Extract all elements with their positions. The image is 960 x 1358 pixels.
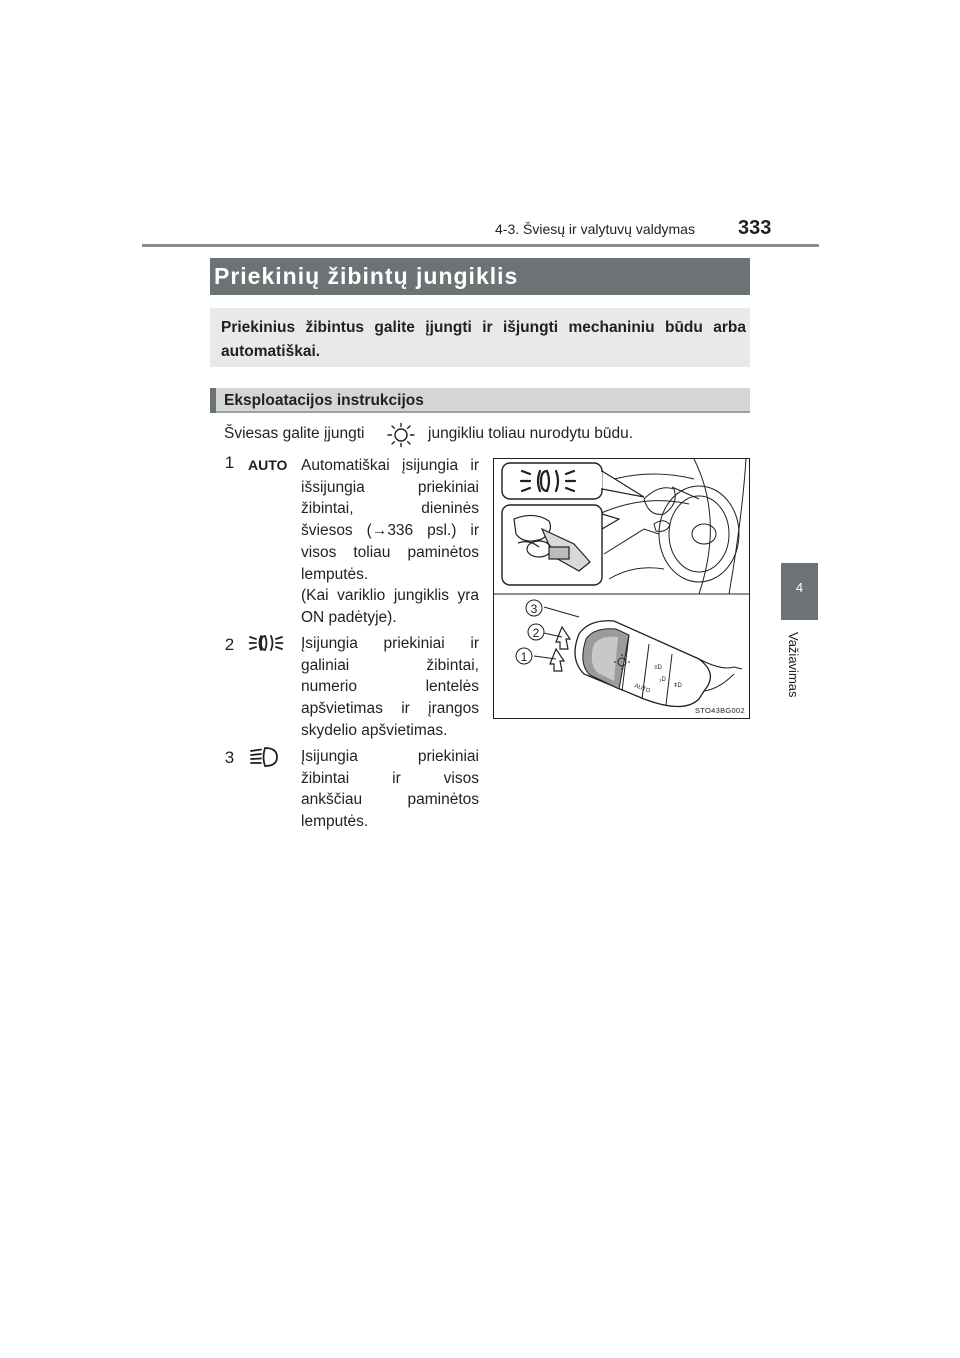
- svg-text:₃D: ₃D: [659, 677, 666, 683]
- subheading-accent: [210, 388, 216, 413]
- item-number-2: [220, 633, 239, 655]
- figure-code: STO43BG002: [695, 706, 745, 715]
- intro-text: Priekinius žibintus galite įjungti ir išjungti mechaniniu būdu arba automatiškai.: [221, 319, 746, 360]
- item-2-line: apšvietimas ir įrangos: [301, 700, 479, 718]
- figure-callout-1: 1: [520, 650, 528, 664]
- item-3-line: Įsijungia priekiniai: [301, 748, 479, 765]
- item-number-1: [220, 451, 239, 473]
- svg-text:ǂD: ǂD: [674, 683, 682, 689]
- item-1-description: [301, 455, 479, 629]
- item-number-1-text: 1: [224, 453, 235, 472]
- item-number-3: [220, 746, 239, 768]
- svg-text:≡D: ≡D: [654, 665, 662, 671]
- header-rule: [142, 244, 819, 247]
- item-number-3-text: 3: [224, 748, 235, 767]
- tail-light-icon: [248, 632, 284, 659]
- item-2-line: numerio lentelės: [301, 678, 479, 696]
- section-title: 4-3. Šviesų ir valytuvų valdymas: [495, 221, 695, 237]
- item-3-description: [301, 746, 479, 833]
- hand-switch-callout: [502, 505, 619, 585]
- item-1-line: šviesos (→336 psl.) ir: [301, 522, 479, 540]
- item-1-line: išsijungia priekiniai: [301, 478, 479, 496]
- figure-callouts: [516, 600, 544, 664]
- subheading: Eksploatacijos instrukcijos: [224, 392, 424, 409]
- item-2-line: skydelio apšvietimas.: [301, 721, 448, 739]
- stalk-illustration: [575, 621, 742, 707]
- figure-callout-2: 2: [532, 626, 540, 640]
- chapter-number: 4: [795, 580, 804, 595]
- page-number: 333: [738, 217, 772, 239]
- item-1-line: visos toliau paminėtos: [301, 543, 479, 561]
- light-switch-icon: [386, 422, 416, 453]
- auto-icon: AUTO: [248, 457, 288, 473]
- headlight-switch-figure: [493, 458, 750, 719]
- headlight-icon: [248, 746, 280, 773]
- item-2-description: [301, 633, 479, 742]
- item-2-line: Įsijungia priekiniai ir: [301, 635, 479, 652]
- rotation-arrows: [550, 627, 570, 671]
- item-number-2-text: 2: [224, 635, 235, 654]
- switch-auto-label: AUTO: [633, 683, 651, 695]
- lead-text: Šviesas galite įjungti: [224, 425, 365, 442]
- headlight-symbol-callout: [502, 463, 644, 499]
- chapter-tab: [781, 563, 818, 620]
- item-1-line: Automatiškai įsijungia ir: [301, 457, 479, 474]
- page-title: Priekinių žibintų jungiklis: [214, 263, 519, 289]
- lead-text-end: jungikliu toliau nurodytu būdu.: [428, 425, 634, 442]
- item-1-line: ON padėtyje).: [301, 608, 397, 626]
- item-3-line: žibintai ir visos: [301, 769, 479, 787]
- item-2-line: galiniai žibintai,: [301, 656, 479, 674]
- item-1-line: lemputės.: [301, 565, 369, 583]
- chapter-label: Važiavimas: [786, 632, 801, 698]
- item-3-line: ankščiau paminėtos: [301, 791, 479, 809]
- item-3-line: lemputės.: [301, 813, 369, 831]
- steering-wheel-illustration: [599, 459, 746, 594]
- item-1-line: žibintai, dieninės: [301, 500, 479, 518]
- figure-callout-3: 3: [530, 602, 538, 616]
- item-1-line: (Kai variklio jungiklis yra: [301, 587, 479, 605]
